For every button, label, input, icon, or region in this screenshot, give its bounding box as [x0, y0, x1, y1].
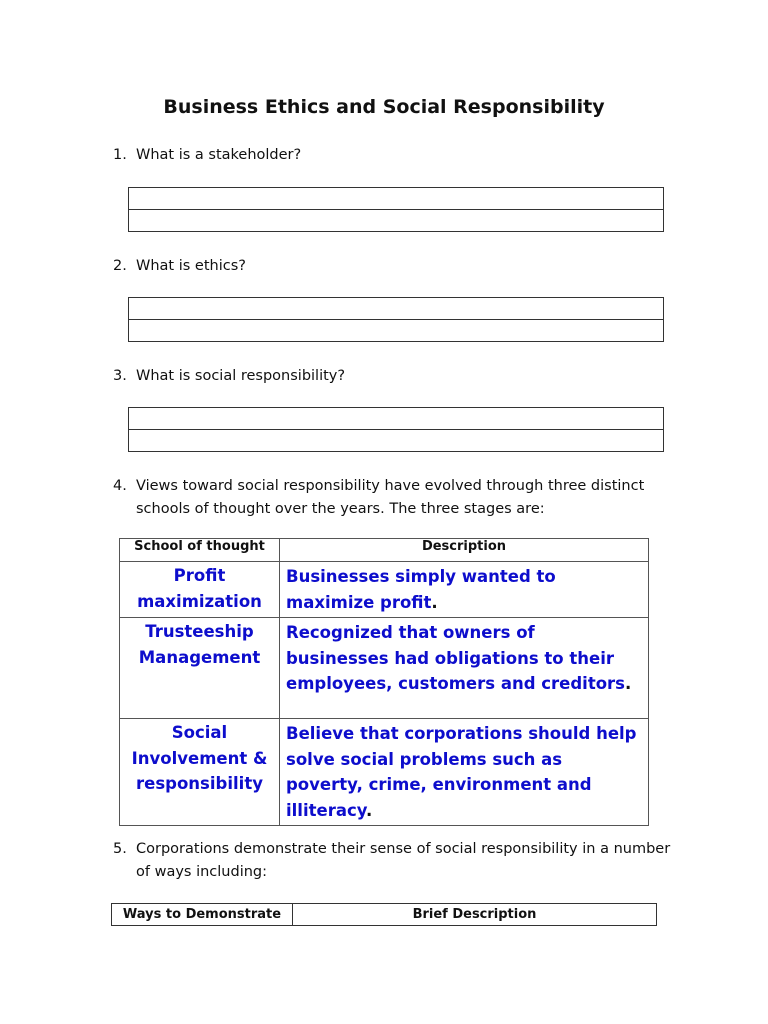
page-title: Business Ethics and Social Responsibility: [163, 96, 605, 118]
question-1: [113, 144, 673, 167]
description-cell: [280, 562, 649, 618]
question-5: [113, 838, 673, 884]
ways-to-demonstrate-table: [111, 903, 657, 926]
answer-line[interactable]: [129, 319, 663, 341]
question-text: What is a stakeholder?: [136, 147, 302, 163]
question-text: What is ethics?: [136, 258, 246, 274]
column-header-description: Description: [280, 539, 649, 562]
schools-of-thought-table: [119, 538, 649, 826]
column-header-ways: Ways to Demonstrate: [112, 904, 293, 926]
description-text: Recognized that owners of businesses had obligations to their employees, customers and creditors: [286, 623, 626, 693]
answer-line[interactable]: [129, 408, 663, 429]
description-text: Businesses simply wanted to maximize profit: [286, 567, 556, 612]
column-header-school: School of thought: [120, 539, 280, 562]
question-number: 5.: [113, 841, 127, 857]
column-header-brief-description: Brief Description: [293, 904, 657, 926]
question-text: What is social responsibility?: [136, 368, 346, 384]
question-number: 4.: [113, 478, 127, 494]
question-4: [113, 475, 673, 521]
answer-line[interactable]: [129, 298, 663, 319]
description-period: .: [431, 592, 438, 612]
answer-box-2[interactable]: [128, 297, 664, 342]
description-cell: [280, 618, 649, 719]
table-row: [120, 618, 649, 719]
table-header-row: [112, 904, 657, 926]
question-text: Views toward social responsibility have evolved through three distinct schools of thought over the years. The three stages are:: [136, 478, 645, 517]
table-header-row: [120, 539, 649, 562]
question-2: [113, 255, 673, 278]
description-cell: [280, 719, 649, 826]
answer-line[interactable]: [129, 429, 663, 451]
school-cell: Trusteeship Management: [120, 618, 280, 719]
answer-line[interactable]: [129, 209, 663, 231]
question-number: 3.: [113, 368, 127, 384]
answer-box-1[interactable]: [128, 187, 664, 232]
table-row: [120, 562, 649, 618]
question-3: [113, 365, 673, 388]
question-text: Corporations demonstrate their sense of social responsibility in a number of ways including:: [136, 841, 671, 880]
description-text: Believe that corporations should help solve social problems such as poverty, crime, environment and illiteracy: [286, 724, 637, 820]
school-cell: Social Involvement & responsibility: [120, 719, 280, 826]
question-number: 1.: [113, 147, 127, 163]
school-cell: Profit maximization: [120, 562, 280, 618]
description-period: .: [625, 674, 632, 693]
table-row: [120, 719, 649, 826]
answer-box-3[interactable]: [128, 407, 664, 452]
question-number: 2.: [113, 258, 127, 274]
answer-line[interactable]: [129, 188, 663, 209]
description-period: .: [366, 800, 373, 820]
